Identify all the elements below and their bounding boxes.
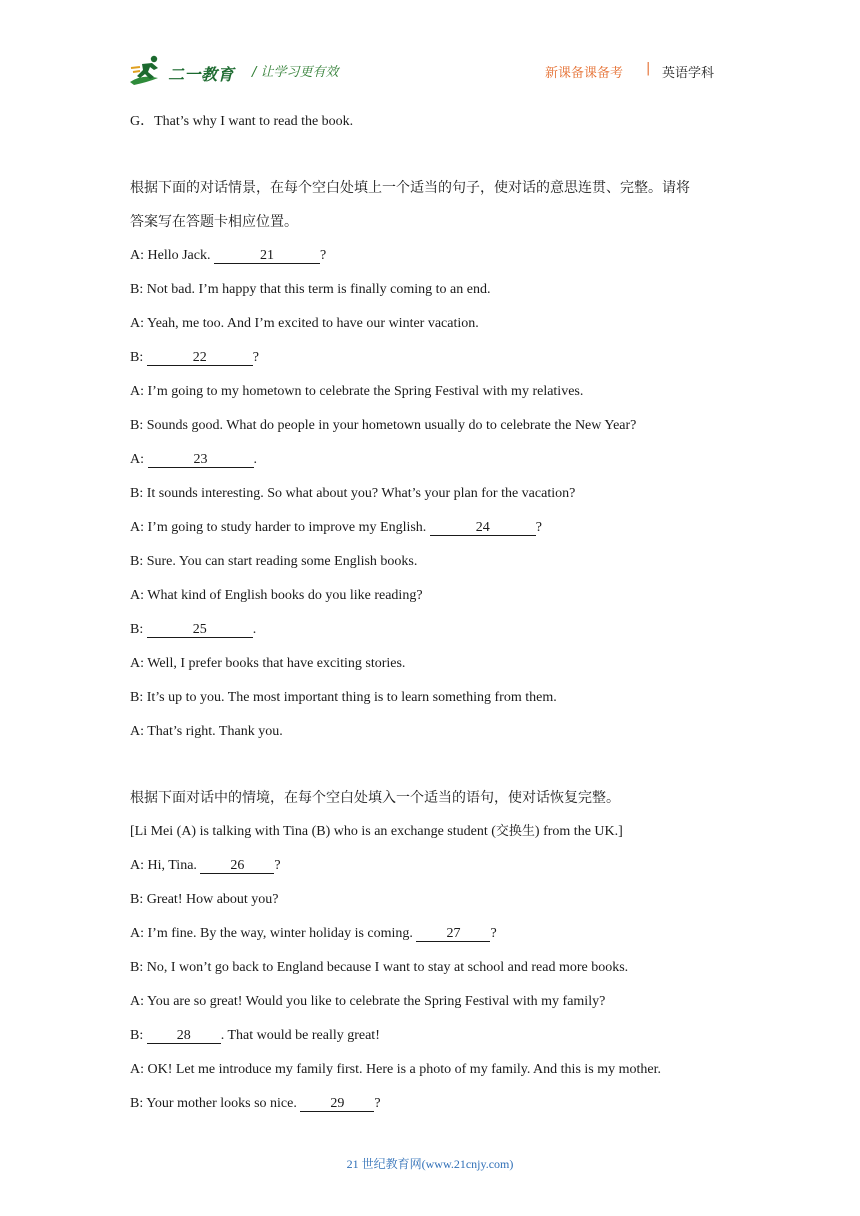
line-text: B:	[130, 1028, 147, 1043]
line-punct: ?	[319, 248, 327, 263]
dialogue-line: A: What kind of English books do you like reading?	[130, 588, 423, 603]
dialogue-line	[130, 621, 256, 639]
instruction-1-line1: 根据下面的对话情景，在每个空白处填上一个适当的句子，使对话的意思连贯、完整。请将	[130, 180, 690, 196]
answer-blank-24[interactable]: 24	[430, 520, 536, 536]
line-punct: . That would be really great!	[220, 1028, 380, 1043]
line-punct: .	[253, 452, 257, 467]
dialogue-line: B: Not bad. I’m happy that this term is finally coming to an end.	[130, 282, 491, 297]
dialogue-line: B: Great! How about you?	[130, 892, 279, 907]
logo	[128, 52, 244, 92]
line-punct: ?	[490, 926, 497, 941]
dialogue-line	[130, 1027, 380, 1045]
line-text: A: I’m going to study harder to improve my English.	[130, 520, 430, 535]
line-text: B: Your mother looks so nice.	[130, 1096, 301, 1111]
dialogue-line: B: Sounds good. What do people in your hometown usually do to celebrate the New Year?	[130, 418, 637, 433]
header-separator: |	[646, 61, 651, 76]
line-punct: .	[252, 622, 257, 637]
logo-text: 二一教育	[168, 65, 235, 84]
dialogue-line	[130, 1095, 381, 1113]
context-text: [Li Mei (A) is talking with Tina (B) who is an exchange student (	[130, 824, 496, 839]
dialogue-line	[130, 247, 326, 265]
dialogue-line: B: Sure. You can start reading some English books.	[130, 554, 418, 569]
slogan: / 让学习更有效	[252, 65, 339, 80]
footer-link[interactable]: 21 世纪教育网(www.21cnjy.com)	[346, 1157, 514, 1171]
option-g: G．That’s why I want to read the book.	[130, 114, 354, 129]
answer-blank-23[interactable]: 23	[148, 452, 254, 468]
dialogue-line: B: It sounds interesting. So what about you? What’s your plan for the vacation?	[130, 486, 576, 501]
answer-blank-28[interactable]: 28	[147, 1028, 221, 1044]
line-text: A:	[130, 452, 148, 467]
context-cn: 交换生	[495, 824, 535, 839]
line-punct: ?	[535, 520, 543, 535]
answer-blank-29[interactable]: 29	[300, 1096, 374, 1112]
dialogue-line: A: You are so great! Would you like to celebrate the Spring Festival with my family?	[130, 994, 606, 1009]
dialogue-line: A: I’m going to my hometown to celebrate the Spring Festival with my relatives.	[130, 384, 584, 399]
answer-blank-26[interactable]: 26	[200, 858, 274, 874]
answer-blank-25[interactable]: 25	[147, 622, 253, 638]
line-text: B:	[130, 350, 147, 365]
header-tag-subject: 英语学科	[662, 66, 715, 81]
dialogue-line	[130, 857, 281, 875]
dialogue-line	[130, 519, 542, 537]
dialogue-line	[130, 925, 497, 943]
dialogue-line: A: OK! Let me introduce my family first. Here is a photo of my family. And this is my mother.	[130, 1062, 662, 1077]
dialogue-line: B: No, I won’t go back to England because I want to stay at school and read more books.	[130, 960, 629, 975]
answer-blank-27[interactable]: 27	[416, 926, 490, 942]
instruction-1-line2: 答案写在答题卡相应位置。	[130, 214, 298, 230]
line-text: B:	[130, 622, 147, 637]
line-punct: ?	[374, 1096, 381, 1111]
line-punct: ?	[274, 858, 281, 873]
line-text: A: Hello Jack.	[130, 248, 214, 263]
page-header	[0, 0, 860, 100]
line-text: A: Hi, Tina.	[130, 858, 201, 873]
dialogue-line: A: Yeah, me too. And I’m excited to have our winter vacation.	[130, 316, 479, 331]
context-note	[130, 823, 623, 841]
instruction-2: 根据下面对话中的情境，在每个空白处填入一个适当的语句，使对话恢复完整。	[130, 790, 620, 806]
dialogue-line: A: Well, I prefer books that have exciting stories.	[130, 656, 406, 671]
dialogue-line	[130, 451, 257, 469]
line-text: A: I’m fine. By the way, winter holiday is coming.	[130, 926, 417, 941]
line-punct: ?	[252, 350, 259, 365]
runner-logo-icon	[128, 52, 172, 90]
dialogue-line: B: It’s up to you. The most important thing is to learn something from them.	[130, 690, 557, 705]
answer-blank-22[interactable]: 22	[147, 350, 253, 366]
answer-blank-21[interactable]: 21	[214, 248, 320, 264]
context-text-end: ) from the UK.]	[534, 824, 623, 839]
dialogue-line: A: That’s right. Thank you.	[130, 724, 283, 739]
dialogue-line	[130, 349, 259, 367]
header-tag-course: 新课备课备考	[545, 66, 624, 81]
